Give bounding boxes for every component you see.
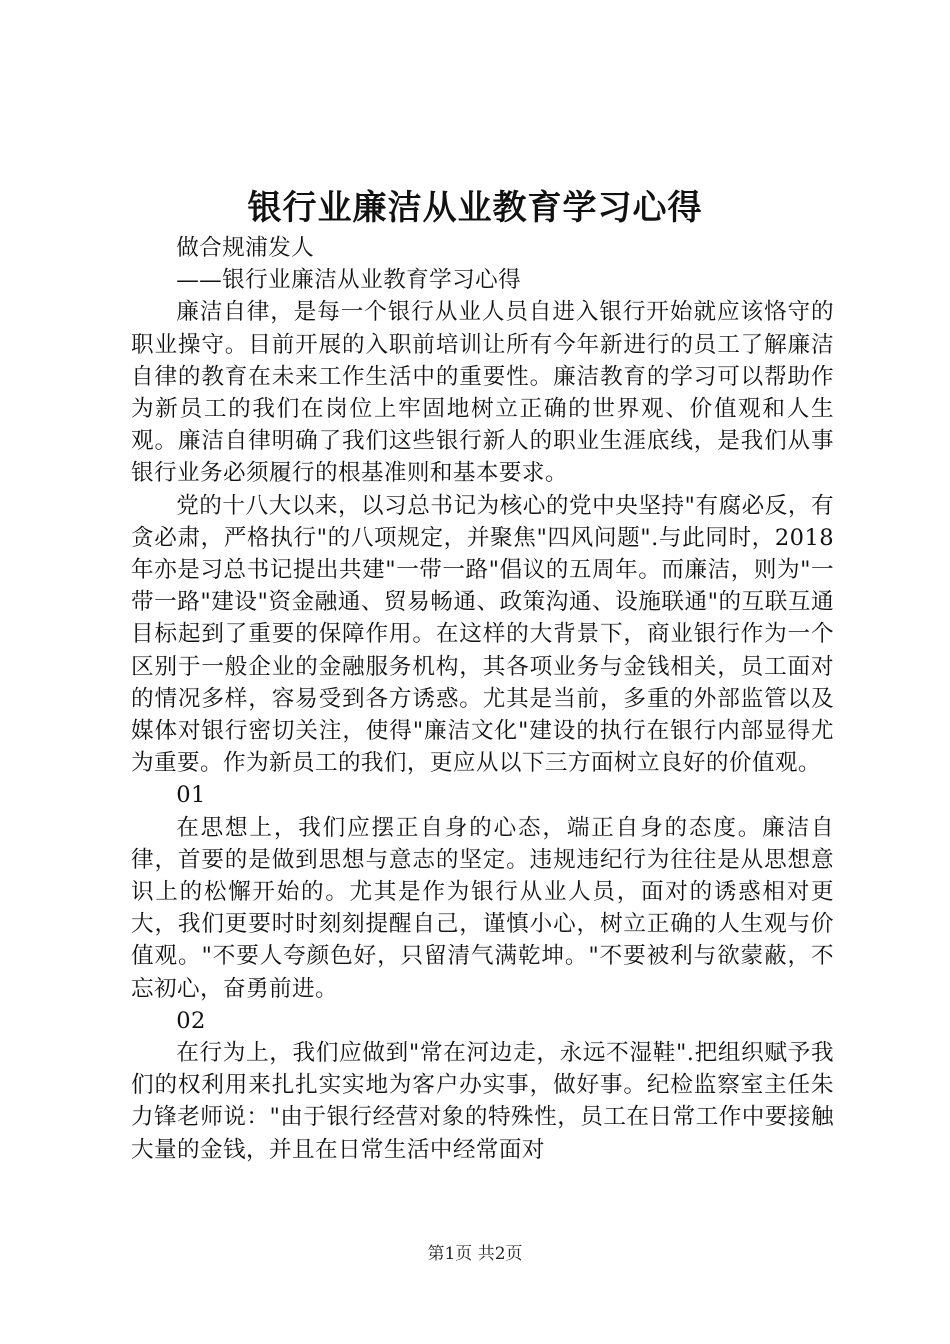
document-body xyxy=(131,232,834,1166)
subtitle-line: ——银行业廉洁从业教育学习心得 xyxy=(176,267,522,294)
document-title: 银行业廉洁从业教育学习心得 xyxy=(247,188,703,228)
page-number-footer: 第1页 共2页 xyxy=(427,1244,523,1264)
section-number: 01 xyxy=(176,782,206,809)
body-paragraph: 在行为上，我们应做到"常在河边走，永远不湿鞋".把组织赋予我们的权利用来扎扎实实地为客户办实事，做好事。纪检监察室主任朱力锋老师说："由于银行经营对象的特殊性，员工在日常工作中要接触大量的金钱，并且在日常生活中经常面对 xyxy=(131,1040,834,1163)
body-paragraph: 党的十八大以来，以习总书记为核心的党中央坚持"有腐必反，有贪必肃，严格执行"的八项规定，并聚焦"四风问题".与此同时，2018年亦是习总书记提出共建"一带一路"倡议的五周年。而廉洁，则为"一带一路"建设"资金融通、贸易畅通、政策沟通、设施联通"的互联互通目标起到了重要的保障作用。在这样的大背景下，商业银行作为一个区别于一般企业的金融服务机构，其各项业务与金钱相关，员工面对的情况多样，容易受到各方诱惑。尤其是当前，多重的外部监管以及媒体对银行密切关注，使得"廉洁文化"建设的执行在银行内部显得尤为重要。作为新员工的我们，更应从以下三方面树立良好的价值观。 xyxy=(131,492,834,777)
subtitle-line: 做合规浦发人 xyxy=(176,235,315,261)
section-number: 02 xyxy=(176,1007,206,1034)
body-paragraph: 廉洁自律，是每一个银行从业人员自进入银行开始就应该恪守的职业操守。目前开展的入职前培训让所有今年新进行的员工了解廉洁自律的教育在未来工作生活中的重要性。廉洁教育的学习可以帮助作为新员工的我们在岗位上牢固地树立正确的世界观、价值观和人生观。廉洁自律明确了我们这些银行新人的职业生涯底线，是我们从事银行业务必须履行的根基准则和基本要求。 xyxy=(131,299,834,487)
body-paragraph: 在思想上，我们应摆正自身的心态，端正自身的态度。廉洁自律，首要的是做到思想与意志的坚定。违规违纪行为往往是从思想意识上的松懈开始的。尤其是作为银行从业人员，面对的诱惑相对更大，我们更要时时刻刻提醒自己，谨慎小心，树立正确的人生观与价值观。"不要人夸颜色好，只留清气满乾坤。"不要被利与欲蒙蔽，不忘初心，奋勇前进。 xyxy=(131,814,834,1002)
